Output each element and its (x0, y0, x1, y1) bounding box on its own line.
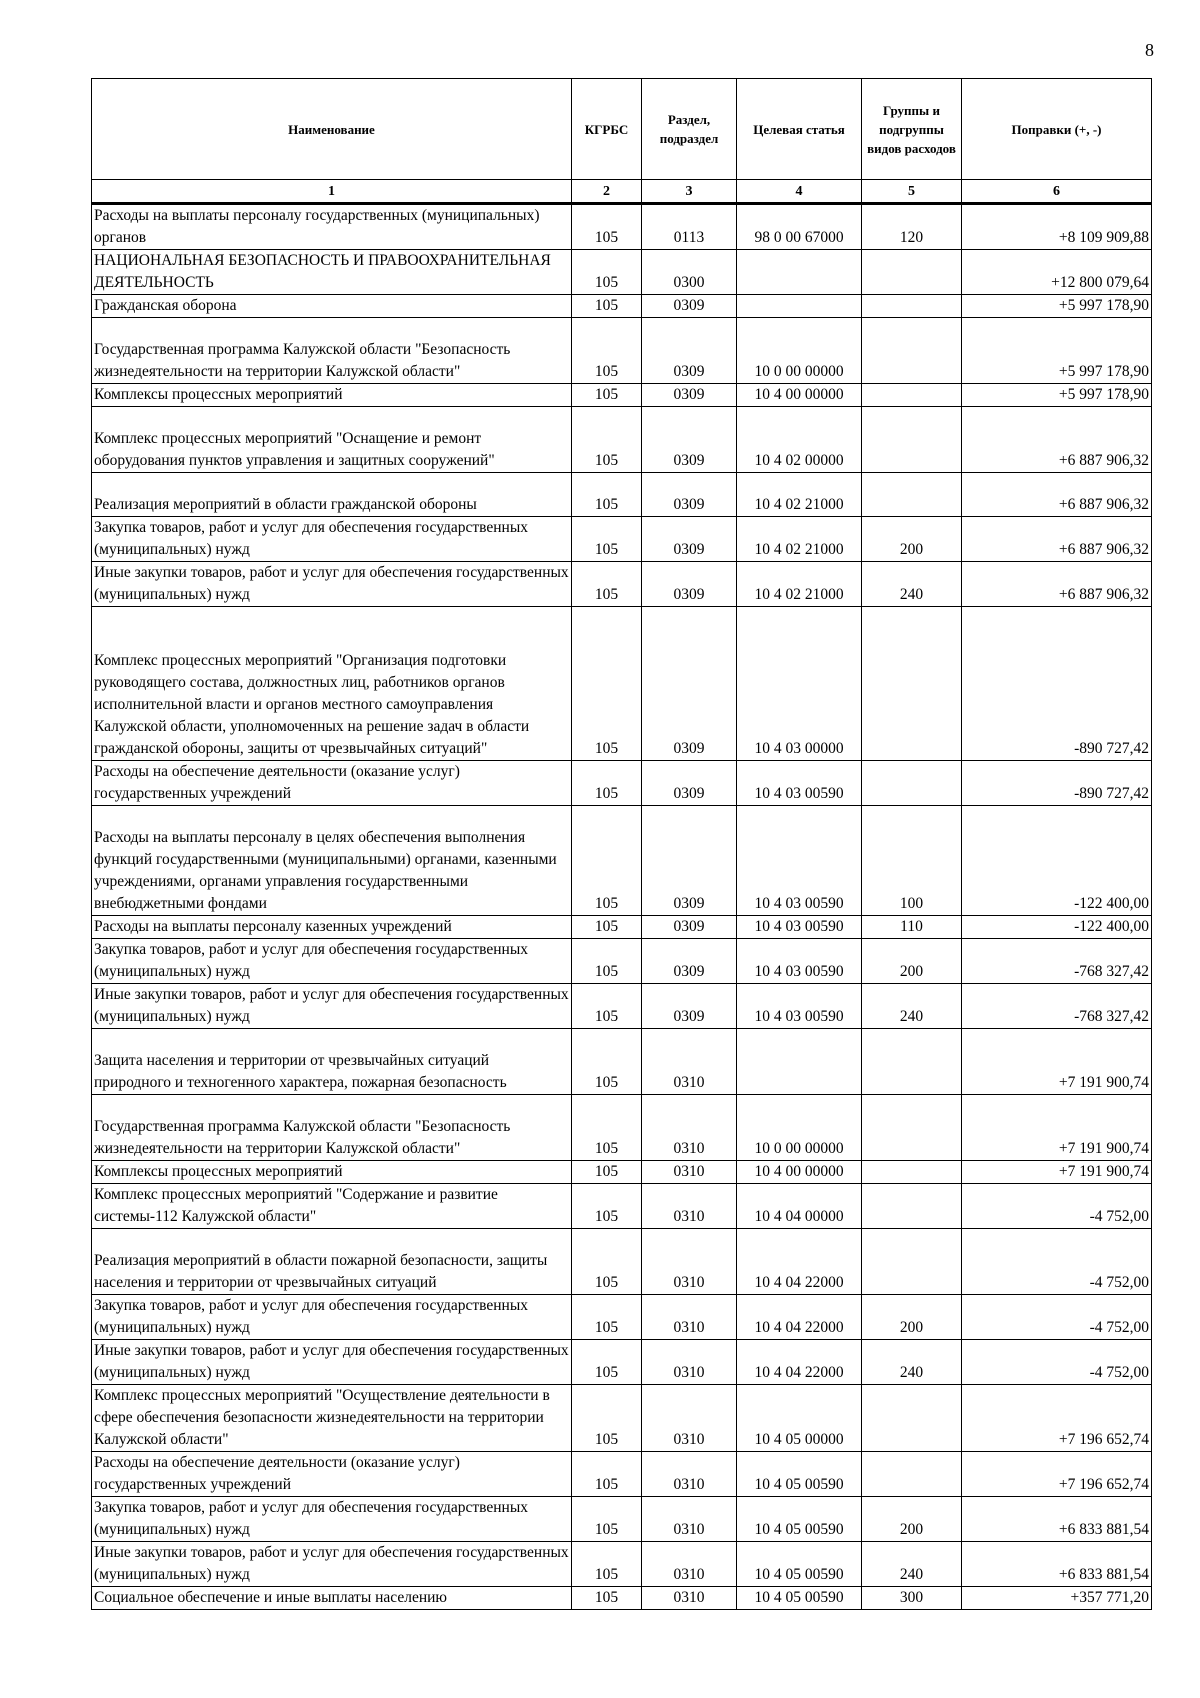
row-amount: -122 400,00 (962, 916, 1152, 939)
table-row (92, 1029, 1152, 1095)
row-name: Расходы на выплаты персоналу государственных (муниципальных) органов (92, 204, 572, 250)
row-kgrbs: 105 (572, 1161, 642, 1184)
table-row (92, 562, 1152, 607)
row-name: Расходы на обеспечение деятельности (оказание услуг) государственных учреждений (92, 1452, 572, 1497)
row-expense-group: 300 (862, 1587, 962, 1610)
row-expense-group (862, 1385, 962, 1452)
row-target-article: 10 4 03 00590 (737, 984, 862, 1029)
header-group: Группы и подгруппы видов расходов (862, 79, 962, 180)
table-row (92, 806, 1152, 916)
row-name: Государственная программа Калужской области "Безопасность жизнедеятельности на территории Калужской области" (92, 1095, 572, 1161)
table-row (92, 984, 1152, 1029)
page-number: 8 (1145, 40, 1154, 60)
row-section: 0309 (642, 806, 737, 916)
row-target-article (737, 1029, 862, 1095)
row-kgrbs: 105 (572, 204, 642, 250)
row-name: Закупка товаров, работ и услуг для обеспечения государственных (муниципальных) нужд (92, 517, 572, 562)
row-target-article (737, 250, 862, 295)
row-section: 0310 (642, 1385, 737, 1452)
row-name: Социальное обеспечение и иные выплаты населению (92, 1587, 572, 1610)
row-kgrbs: 105 (572, 407, 642, 473)
row-section: 0309 (642, 562, 737, 607)
row-kgrbs: 105 (572, 384, 642, 407)
row-kgrbs: 105 (572, 295, 642, 318)
row-amount: +7 191 900,74 (962, 1029, 1152, 1095)
row-expense-group (862, 407, 962, 473)
row-amount: -768 327,42 (962, 939, 1152, 984)
row-target-article: 10 4 03 00000 (737, 607, 862, 761)
row-name: Гражданская оборона (92, 295, 572, 318)
row-section: 0113 (642, 204, 737, 250)
row-kgrbs: 105 (572, 562, 642, 607)
header-amount: Поправки (+, -) (962, 79, 1152, 180)
row-kgrbs: 105 (572, 1229, 642, 1295)
row-amount: -4 752,00 (962, 1340, 1152, 1385)
row-section: 0310 (642, 1184, 737, 1229)
row-target-article: 10 4 04 22000 (737, 1229, 862, 1295)
row-name: Комплекс процессных мероприятий "Организация подготовки руководящего состава, должностных лиц, работников органов исполнительной власти и органов местного самоуправления Калужской области, уполномоченных на решение задач в области гражданской обороны, защиты от чрезвычайных ситуаций" (92, 607, 572, 761)
row-kgrbs: 105 (572, 1385, 642, 1452)
header-target: Целевая статья (737, 79, 862, 180)
table-row (92, 517, 1152, 562)
row-amount: +7 196 652,74 (962, 1385, 1152, 1452)
row-name: Реализация мероприятий в области пожарной безопасности, защиты населения и территории от чрезвычайных ситуаций (92, 1229, 572, 1295)
row-target-article: 10 4 05 00000 (737, 1385, 862, 1452)
row-amount: +6 833 881,54 (962, 1542, 1152, 1587)
row-section: 0309 (642, 939, 737, 984)
budget-amendments-table (91, 78, 1152, 1610)
row-name: Закупка товаров, работ и услуг для обеспечения государственных (муниципальных) нужд (92, 1497, 572, 1542)
row-name: Расходы на выплаты персоналу казенных учреждений (92, 916, 572, 939)
table-row (92, 1161, 1152, 1184)
row-target-article: 10 4 00 00000 (737, 1161, 862, 1184)
row-section: 0309 (642, 761, 737, 806)
table-row (92, 1497, 1152, 1542)
row-amount: +357 771,20 (962, 1587, 1152, 1610)
row-expense-group (862, 1229, 962, 1295)
row-target-article: 10 4 00 00000 (737, 384, 862, 407)
row-target-article: 10 0 00 00000 (737, 1095, 862, 1161)
header-row (92, 79, 1152, 180)
row-expense-group (862, 607, 962, 761)
column-number: 1 (92, 180, 572, 204)
table-row (92, 204, 1152, 250)
row-name: Комплексы процессных мероприятий (92, 1161, 572, 1184)
row-amount: -4 752,00 (962, 1184, 1152, 1229)
row-name: Иные закупки товаров, работ и услуг для обеспечения государственных (муниципальных) нужд (92, 984, 572, 1029)
row-expense-group (862, 473, 962, 517)
row-amount: -4 752,00 (962, 1295, 1152, 1340)
table-row (92, 1295, 1152, 1340)
row-name: Расходы на обеспечение деятельности (оказание услуг) государственных учреждений (92, 761, 572, 806)
row-section: 0300 (642, 250, 737, 295)
row-amount: -890 727,42 (962, 607, 1152, 761)
row-amount: +5 997 178,90 (962, 384, 1152, 407)
row-kgrbs: 105 (572, 916, 642, 939)
row-amount: +5 997 178,90 (962, 318, 1152, 384)
table-row (92, 1340, 1152, 1385)
row-amount: +6 833 881,54 (962, 1497, 1152, 1542)
row-amount: +5 997 178,90 (962, 295, 1152, 318)
row-expense-group (862, 761, 962, 806)
row-expense-group (862, 318, 962, 384)
table-row (92, 1184, 1152, 1229)
row-amount: +6 887 906,32 (962, 473, 1152, 517)
row-expense-group: 120 (862, 204, 962, 250)
table-row (92, 318, 1152, 384)
table-row (92, 1229, 1152, 1295)
row-name: Комплекс процессных мероприятий "Оснащение и ремонт оборудования пунктов управления и защитных сооружений" (92, 407, 572, 473)
row-section: 0310 (642, 1295, 737, 1340)
row-kgrbs: 105 (572, 1095, 642, 1161)
table-row (92, 939, 1152, 984)
row-name: Иные закупки товаров, работ и услуг для обеспечения государственных (муниципальных) нужд (92, 1340, 572, 1385)
header-section: Раздел, подраздел (642, 79, 737, 180)
row-kgrbs: 105 (572, 806, 642, 916)
row-section: 0310 (642, 1161, 737, 1184)
row-expense-group (862, 1029, 962, 1095)
row-name: Комплексы процессных мероприятий (92, 384, 572, 407)
row-target-article: 10 4 02 21000 (737, 562, 862, 607)
row-expense-group: 240 (862, 1542, 962, 1587)
row-kgrbs: 105 (572, 517, 642, 562)
row-kgrbs: 105 (572, 1542, 642, 1587)
row-name: Защита населения и территории от чрезвычайных ситуаций природного и техногенного характера, пожарная безопасность (92, 1029, 572, 1095)
row-expense-group: 240 (862, 984, 962, 1029)
table-body (92, 204, 1152, 1610)
row-expense-group (862, 1095, 962, 1161)
row-kgrbs: 105 (572, 607, 642, 761)
row-target-article: 10 4 04 22000 (737, 1295, 862, 1340)
row-expense-group (862, 1184, 962, 1229)
row-name: Государственная программа Калужской области "Безопасность жизнедеятельности на территории Калужской области" (92, 318, 572, 384)
row-target-article: 10 4 03 00590 (737, 806, 862, 916)
row-target-article: 10 4 03 00590 (737, 916, 862, 939)
table-row (92, 916, 1152, 939)
table-row (92, 1587, 1152, 1610)
row-amount: -4 752,00 (962, 1229, 1152, 1295)
table-row (92, 473, 1152, 517)
row-kgrbs: 105 (572, 1452, 642, 1497)
row-amount: +8 109 909,88 (962, 204, 1152, 250)
row-amount: +12 800 079,64 (962, 250, 1152, 295)
column-number: 6 (962, 180, 1152, 204)
row-kgrbs: 105 (572, 1295, 642, 1340)
row-amount: -890 727,42 (962, 761, 1152, 806)
row-target-article: 10 4 05 00590 (737, 1542, 862, 1587)
table-row (92, 1095, 1152, 1161)
row-target-article: 10 4 04 00000 (737, 1184, 862, 1229)
row-name: Комплекс процессных мероприятий "Осуществление деятельности в сфере обеспечения безопасности жизнедеятельности на территории Калужской области" (92, 1385, 572, 1452)
row-kgrbs: 105 (572, 939, 642, 984)
row-name: Иные закупки товаров, работ и услуг для обеспечения государственных (муниципальных) нужд (92, 1542, 572, 1587)
row-target-article: 10 0 00 00000 (737, 318, 862, 384)
table-row (92, 1452, 1152, 1497)
row-expense-group (862, 250, 962, 295)
row-target-article: 10 4 02 21000 (737, 517, 862, 562)
row-section: 0310 (642, 1095, 737, 1161)
row-target-article (737, 295, 862, 318)
row-kgrbs: 105 (572, 761, 642, 806)
row-kgrbs: 105 (572, 250, 642, 295)
row-amount: +6 887 906,32 (962, 517, 1152, 562)
row-kgrbs: 105 (572, 1184, 642, 1229)
row-amount: +7 191 900,74 (962, 1161, 1152, 1184)
row-target-article: 10 4 03 00590 (737, 761, 862, 806)
row-target-article: 10 4 05 00590 (737, 1587, 862, 1610)
row-target-article: 10 4 05 00590 (737, 1497, 862, 1542)
row-name: Закупка товаров, работ и услуг для обеспечения государственных (муниципальных) нужд (92, 1295, 572, 1340)
header-kgrbs: КГРБС (572, 79, 642, 180)
row-amount: +6 887 906,32 (962, 407, 1152, 473)
row-amount: +7 196 652,74 (962, 1452, 1152, 1497)
row-kgrbs: 105 (572, 1497, 642, 1542)
table-row (92, 407, 1152, 473)
row-name: Расходы на выплаты персоналу в целях обеспечения выполнения функций государственными (муниципальными) органами, казенными учреждениями, органами управления государственными внебюджетными фондами (92, 806, 572, 916)
row-name: Иные закупки товаров, работ и услуг для обеспечения государственных (муниципальных) нужд (92, 562, 572, 607)
header-name: Наименование (92, 79, 572, 180)
row-expense-group (862, 1452, 962, 1497)
row-section: 0309 (642, 473, 737, 517)
column-number: 3 (642, 180, 737, 204)
row-expense-group: 110 (862, 916, 962, 939)
row-amount: -122 400,00 (962, 806, 1152, 916)
table-row (92, 1385, 1152, 1452)
row-target-article: 10 4 02 00000 (737, 407, 862, 473)
row-expense-group (862, 295, 962, 318)
column-number: 5 (862, 180, 962, 204)
column-number-row (92, 180, 1152, 204)
row-target-article: 98 0 00 67000 (737, 204, 862, 250)
row-kgrbs: 105 (572, 1340, 642, 1385)
row-amount: -768 327,42 (962, 984, 1152, 1029)
row-target-article: 10 4 03 00590 (737, 939, 862, 984)
row-section: 0309 (642, 295, 737, 318)
row-amount: +7 191 900,74 (962, 1095, 1152, 1161)
row-kgrbs: 105 (572, 473, 642, 517)
row-name: Реализация мероприятий в области гражданской обороны (92, 473, 572, 517)
row-expense-group: 240 (862, 562, 962, 607)
table-row (92, 761, 1152, 806)
row-kgrbs: 105 (572, 1029, 642, 1095)
row-expense-group: 200 (862, 939, 962, 984)
row-kgrbs: 105 (572, 984, 642, 1029)
table-row (92, 607, 1152, 761)
column-number: 4 (737, 180, 862, 204)
table-row (92, 250, 1152, 295)
row-expense-group: 200 (862, 1497, 962, 1542)
row-section: 0309 (642, 318, 737, 384)
row-expense-group: 100 (862, 806, 962, 916)
table-row (92, 1542, 1152, 1587)
row-kgrbs: 105 (572, 1587, 642, 1610)
row-expense-group: 200 (862, 517, 962, 562)
row-expense-group (862, 1161, 962, 1184)
column-number: 2 (572, 180, 642, 204)
row-target-article: 10 4 04 22000 (737, 1340, 862, 1385)
row-expense-group: 240 (862, 1340, 962, 1385)
row-name: Закупка товаров, работ и услуг для обеспечения государственных (муниципальных) нужд (92, 939, 572, 984)
row-kgrbs: 105 (572, 318, 642, 384)
table-row (92, 384, 1152, 407)
row-section: 0309 (642, 384, 737, 407)
table-row (92, 295, 1152, 318)
row-section: 0309 (642, 607, 737, 761)
row-target-article: 10 4 05 00590 (737, 1452, 862, 1497)
row-section: 0310 (642, 1497, 737, 1542)
row-name: Комплекс процессных мероприятий "Содержание и развитие системы-112 Калужской области" (92, 1184, 572, 1229)
row-section: 0309 (642, 517, 737, 562)
row-section: 0310 (642, 1587, 737, 1610)
row-target-article: 10 4 02 21000 (737, 473, 862, 517)
row-section: 0309 (642, 407, 737, 473)
row-name: НАЦИОНАЛЬНАЯ БЕЗОПАСНОСТЬ И ПРАВООХРАНИТЕЛЬНАЯ ДЕЯТЕЛЬНОСТЬ (92, 250, 572, 295)
row-section: 0310 (642, 1029, 737, 1095)
row-section: 0310 (642, 1542, 737, 1587)
row-section: 0310 (642, 1452, 737, 1497)
row-amount: +6 887 906,32 (962, 562, 1152, 607)
row-section: 0310 (642, 1229, 737, 1295)
row-section: 0310 (642, 1340, 737, 1385)
row-expense-group: 200 (862, 1295, 962, 1340)
row-section: 0309 (642, 984, 737, 1029)
row-expense-group (862, 384, 962, 407)
row-section: 0309 (642, 916, 737, 939)
